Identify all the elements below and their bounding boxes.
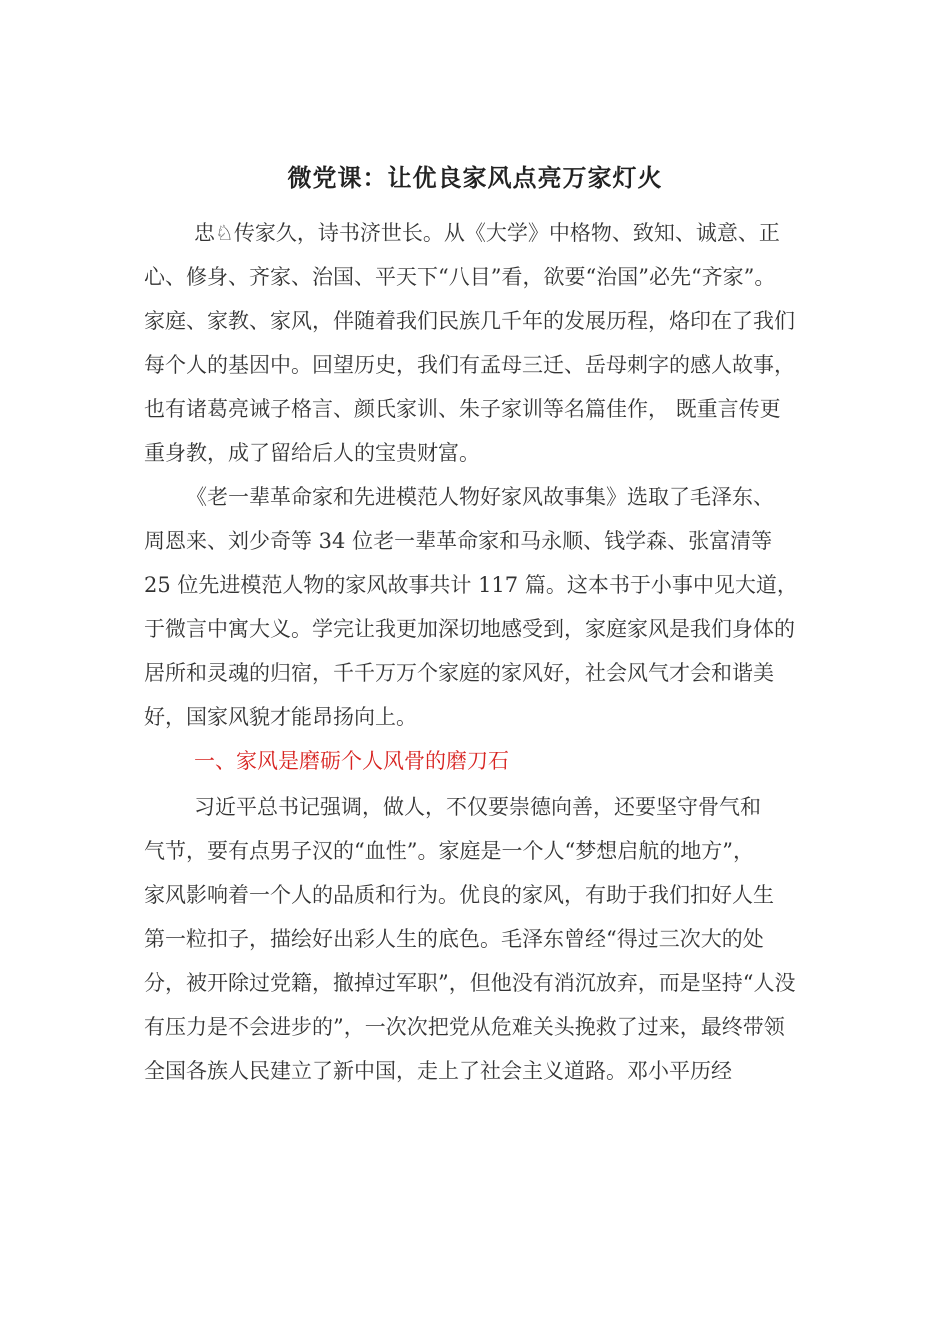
paragraph-line: 有压力是不会进步的”，一次次把党从危难关头挽救了过来，最终带领 — [144, 1015, 785, 1039]
paragraph-line: 也有诸葛亮诫子格言、颜氏家训、朱子家训等名篇佳作， 既重言传更 — [144, 397, 781, 421]
paragraph-line: 忠♘传家久，诗书济世长。从《大学》中格物、致知、诚意、正 — [194, 221, 780, 245]
paragraph-line: 《老一辈革命家和先进模范人物好家风故事集》选取了毛泽东、 — [186, 485, 774, 509]
paragraph-line: 气节，要有点男子汉的“血性”。家庭是一个人“梦想启航的地方”， — [144, 839, 754, 863]
paragraph-line: 分，被开除过党籍，撤掉过军职”，但他没有消沉放弃，而是坚持“人没 — [144, 971, 796, 995]
paragraph-line: 习近平总书记强调，做人，不仅要崇德向善，还要坚守骨气和 — [194, 795, 761, 819]
paragraph-line: 家庭、家教、家风，伴随着我们民族几千年的发展历程，烙印在了我们 — [144, 309, 795, 333]
paragraph-line: 全国各族人民建立了新中国，走上了社会主义道路。邓小平历经 — [144, 1059, 732, 1083]
paragraph-line: 心、修身、齐家、治国、平天下“八目”看，欲要“治国”必先“齐家”。 — [144, 265, 776, 289]
paragraph-line: 重身教，成了留给后人的宝贵财富。 — [144, 441, 480, 465]
paragraph-line: 周恩来、刘少奇等 34 位老一辈革命家和马永顺、钱学森、张富清等 — [144, 529, 773, 553]
paragraph-line: 25 位先进模范人物的家风故事共计 117 篇。这本书于小事中见大道， — [144, 573, 798, 597]
paragraph-line: 家风影响着一个人的品质和行为。优良的家风，有助于我们扣好人生 — [144, 883, 774, 907]
paragraph-line: 好，国家风貌才能昂扬向上。 — [144, 705, 417, 729]
paragraph-line: 第一粒扣子，描绘好出彩人生的底色。毛泽东曾经“得过三次大的处 — [144, 927, 764, 951]
section-heading: 一、家风是磨砺个人风骨的磨刀石 — [194, 749, 509, 773]
paragraph-line: 每个人的基因中。回望历史，我们有孟母三迁、岳母刺字的感人故事， — [144, 353, 795, 377]
document-title: 微党课：让优良家风点亮万家灯火 — [287, 164, 663, 192]
paragraph-line: 居所和灵魂的归宿，千千万万个家庭的家风好，社会风气才会和谐美 — [144, 661, 774, 685]
paragraph-line: 于微言中寓大义。学完让我更加深切地感受到，家庭家风是我们身体的 — [144, 617, 795, 641]
